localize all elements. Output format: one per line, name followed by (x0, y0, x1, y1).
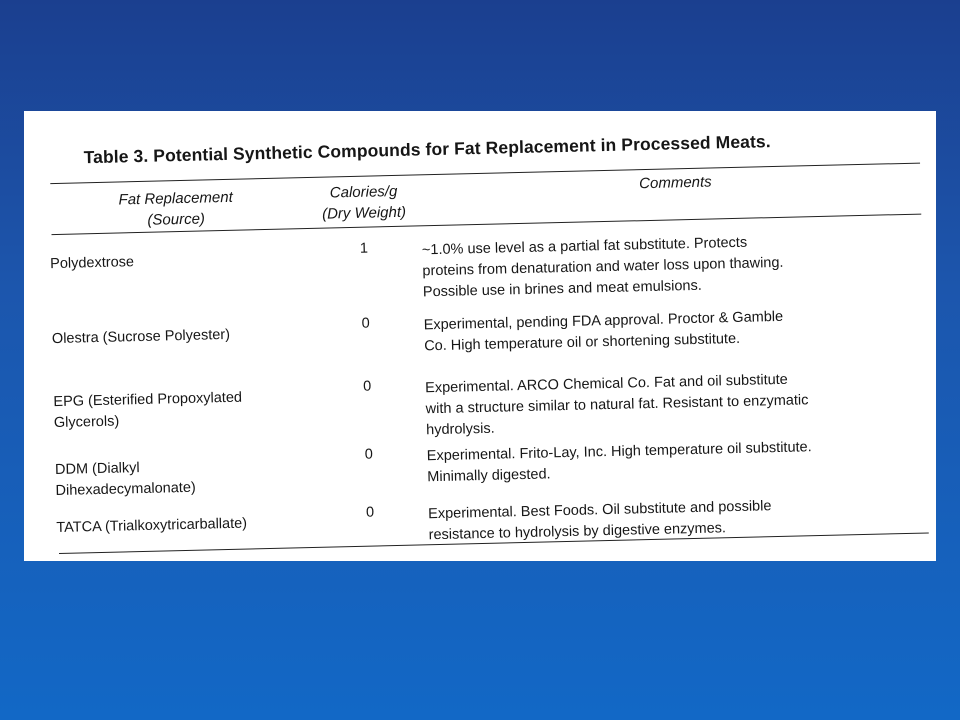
table-content (24, 111, 936, 561)
row-comment-line: resistance to hydrolysis by digestive enzymes. (428, 520, 727, 544)
header-comments: Comments (638, 173, 712, 193)
row-fat-replacement-name (50, 252, 134, 275)
row-comments (427, 437, 813, 488)
row-calories-value: 0 (361, 315, 370, 332)
row-comment-line: proteins from denaturation and water loss upon thawing. (422, 254, 784, 280)
header-fat-replacement-line1: Fat Replacement (118, 188, 233, 209)
row-calories-value: 0 (362, 378, 372, 395)
row-fat-replacement-name (53, 388, 243, 434)
header-calories-line2: (Dry Weight) (321, 203, 407, 223)
row-comments (423, 307, 783, 357)
row-comment-line: Possible use in brines and meat emulsions. (422, 277, 702, 301)
row-name-line: EPG (Esterified Propoxylated (53, 389, 243, 411)
header-fat-replacement-line2: (Source) (147, 210, 206, 229)
row-comment-line: Minimally digested. (427, 466, 551, 486)
header-fat-replacement (90, 186, 261, 232)
row-comment-line: Experimental, pending FDA approval. Proctor & Gamble (423, 308, 784, 334)
row-fat-replacement-name (52, 325, 231, 350)
header-calories-line1: Calories/g (329, 182, 398, 202)
row-comments (425, 369, 809, 441)
row-calories-value: 1 (359, 240, 369, 257)
row-fat-replacement-name (56, 514, 247, 539)
row-comment-line: ~1.0% use level as a partial fat substitute. Protects (421, 234, 748, 259)
row-comment-line: hydrolysis. (426, 420, 495, 439)
header-calories (298, 180, 429, 225)
table-title: Table 3. Potential Synthetic Compounds for Fat Replacement in Processed Meats. (83, 131, 771, 168)
scanned-table-image (24, 111, 936, 561)
row-name-line: Olestra (Sucrose Polyester) (51, 326, 231, 348)
row-comments (422, 232, 784, 303)
row-name-line: Glycerols) (53, 413, 120, 432)
row-comment-line: Experimental. Best Foods. Oil substitute and possible (427, 498, 772, 523)
row-name-line: DDM (Dialkyl (54, 460, 140, 479)
row-calories-value: 0 (364, 446, 373, 463)
row-calories-value: 0 (365, 504, 375, 521)
row-comment-line: Experimental. ARCO Chemical Co. Fat and oil substitute (425, 371, 788, 397)
row-comment-line: Co. High temperature oil or shortening substitute. (424, 330, 741, 355)
row-name-line: Dihexadecymalonate) (55, 479, 196, 500)
row-name-line: Polydextrose (49, 254, 135, 273)
row-comment-line: with a structure similar to natural fat. Resistant to enzymatic (425, 392, 809, 418)
row-name-line: TATCA (Trialkoxytricarballate) (56, 515, 248, 537)
row-comment-line: Experimental. Frito-Lay, Inc. High temperature oil substitute. (426, 439, 812, 465)
row-fat-replacement-name (55, 457, 196, 502)
row-comments (428, 496, 772, 546)
